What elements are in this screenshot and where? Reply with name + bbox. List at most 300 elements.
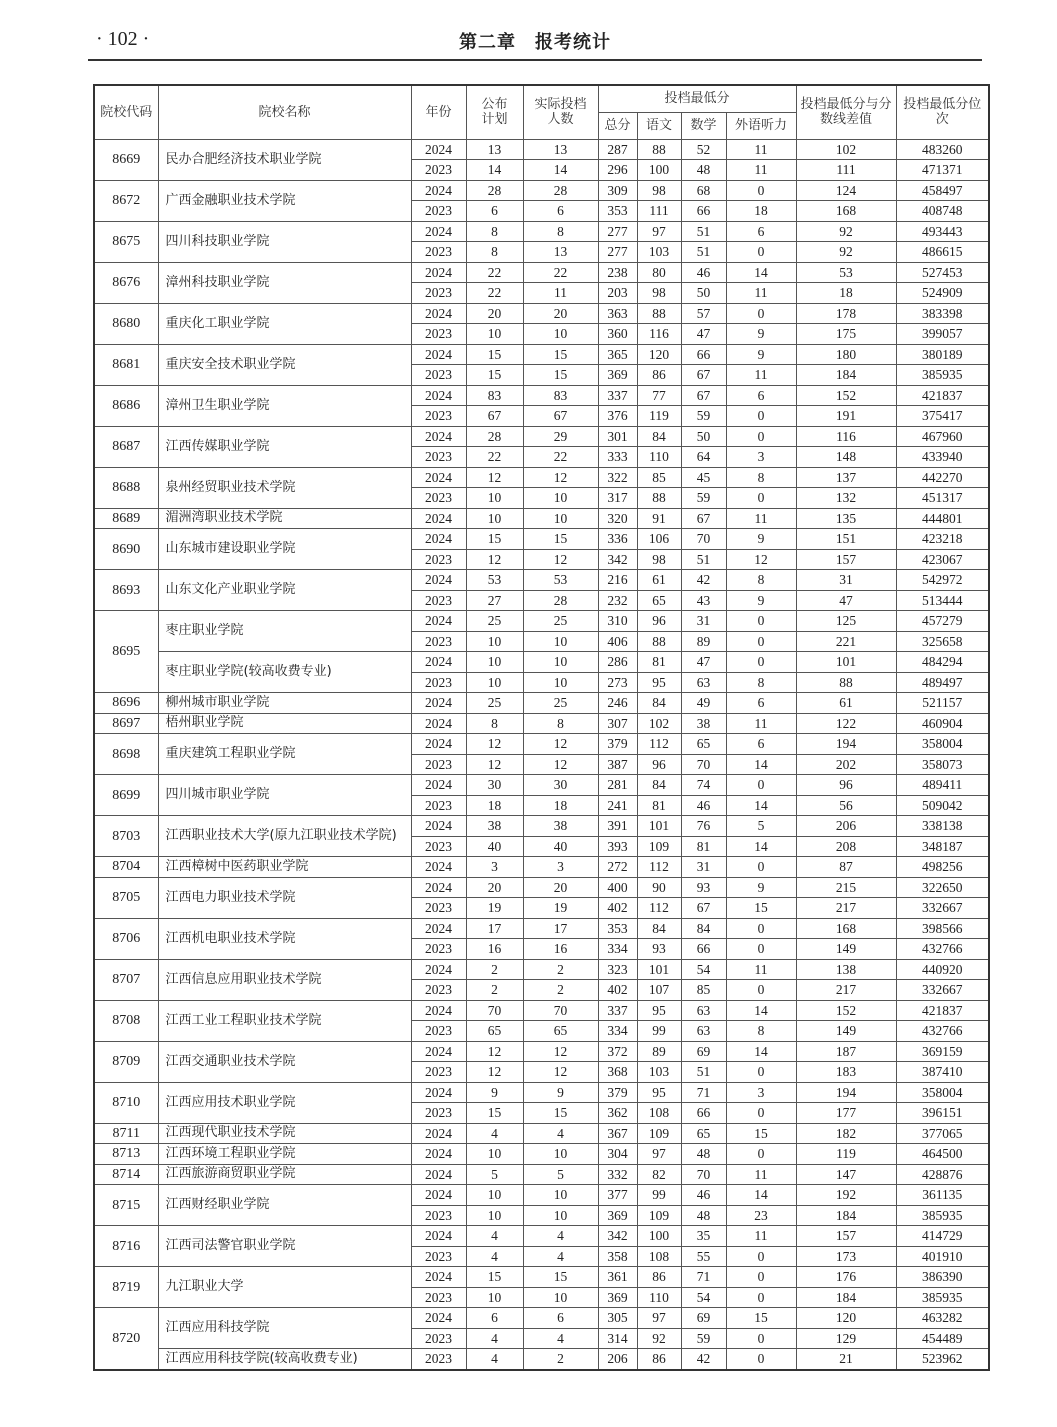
cell-year: 2024 — [411, 1000, 466, 1021]
cell-actual: 2 — [523, 980, 598, 1001]
cell-listening: 11 — [726, 713, 796, 734]
cell-rank: 442270 — [896, 467, 989, 488]
cell-year: 2024 — [411, 303, 466, 324]
cell-math: 70 — [681, 1164, 726, 1185]
cell-rank: 322650 — [896, 877, 989, 898]
cell-chinese: 91 — [637, 508, 681, 529]
cell-math: 66 — [681, 201, 726, 222]
cell-diff: 53 — [796, 262, 896, 283]
table-row — [94, 1226, 989, 1247]
cell-diff: 215 — [796, 877, 896, 898]
cell-year: 2024 — [411, 1144, 466, 1165]
cell-math: 66 — [681, 344, 726, 365]
cell-math: 71 — [681, 1082, 726, 1103]
cell-math: 49 — [681, 693, 726, 714]
cell-diff: 61 — [796, 693, 896, 714]
cell-listening: 14 — [726, 795, 796, 816]
cell-plan: 8 — [466, 221, 523, 242]
cell-plan: 12 — [466, 549, 523, 570]
cell-year: 2024 — [411, 775, 466, 796]
cell-total: 333 — [598, 447, 637, 468]
school-code: 8699 — [94, 775, 158, 816]
cell-plan: 15 — [466, 1103, 523, 1124]
cell-diff: 148 — [796, 447, 896, 468]
cell-plan: 25 — [466, 693, 523, 714]
cell-actual: 17 — [523, 918, 598, 939]
cell-plan: 13 — [466, 139, 523, 160]
school-name: 江西职业技术大学(原九江职业技术学院) — [158, 816, 411, 857]
school-code: 8707 — [94, 959, 158, 1000]
cell-diff: 180 — [796, 344, 896, 365]
cell-math: 67 — [681, 898, 726, 919]
cell-actual: 12 — [523, 467, 598, 488]
cell-plan: 10 — [466, 508, 523, 529]
cell-plan: 10 — [466, 1205, 523, 1226]
table-row — [94, 857, 989, 878]
cell-diff: 182 — [796, 1123, 896, 1144]
cell-actual: 10 — [523, 652, 598, 673]
cell-listening: 14 — [726, 754, 796, 775]
cell-year: 2024 — [411, 1226, 466, 1247]
cell-listening: 0 — [726, 1267, 796, 1288]
cell-rank: 458497 — [896, 180, 989, 201]
cell-listening: 0 — [726, 611, 796, 632]
cell-total: 307 — [598, 713, 637, 734]
cell-math: 81 — [681, 836, 726, 857]
cell-listening: 0 — [726, 775, 796, 796]
cell-math: 47 — [681, 652, 726, 673]
cell-listening: 0 — [726, 1246, 796, 1267]
cell-rank: 385935 — [896, 1287, 989, 1308]
school-name: 重庆建筑工程职业学院 — [158, 734, 411, 775]
cell-diff: 194 — [796, 1082, 896, 1103]
cell-total: 406 — [598, 631, 637, 652]
cell-math: 46 — [681, 262, 726, 283]
cell-listening: 6 — [726, 385, 796, 406]
cell-total: 216 — [598, 570, 637, 591]
cell-listening: 12 — [726, 549, 796, 570]
cell-actual: 10 — [523, 508, 598, 529]
cell-plan: 65 — [466, 1021, 523, 1042]
cell-total: 369 — [598, 365, 637, 386]
cell-plan: 4 — [466, 1328, 523, 1349]
cell-rank: 358004 — [896, 734, 989, 755]
cell-chinese: 61 — [637, 570, 681, 591]
table-row — [94, 1185, 989, 1206]
cell-plan: 4 — [466, 1123, 523, 1144]
cell-actual: 8 — [523, 713, 598, 734]
cell-year: 2023 — [411, 672, 466, 693]
cell-rank: 401910 — [896, 1246, 989, 1267]
cell-plan: 4 — [466, 1246, 523, 1267]
cell-chinese: 109 — [637, 1205, 681, 1226]
cell-rank: 432766 — [896, 939, 989, 960]
cell-listening: 8 — [726, 1021, 796, 1042]
table-row — [94, 1000, 989, 1021]
cell-plan: 3 — [466, 857, 523, 878]
school-code: 8709 — [94, 1041, 158, 1082]
cell-chinese: 96 — [637, 754, 681, 775]
cell-actual: 10 — [523, 488, 598, 509]
cell-math: 38 — [681, 713, 726, 734]
cell-diff: 96 — [796, 775, 896, 796]
school-name: 九江职业大学 — [158, 1267, 411, 1308]
cell-chinese: 112 — [637, 898, 681, 919]
school-name: 重庆化工职业学院 — [158, 303, 411, 344]
table-row — [94, 816, 989, 837]
cell-rank: 428876 — [896, 1164, 989, 1185]
cell-total: 400 — [598, 877, 637, 898]
cell-listening: 0 — [726, 1103, 796, 1124]
cell-year: 2024 — [411, 816, 466, 837]
cell-rank: 386390 — [896, 1267, 989, 1288]
cell-actual: 12 — [523, 549, 598, 570]
cell-chinese: 107 — [637, 980, 681, 1001]
cell-listening: 8 — [726, 672, 796, 693]
cell-year: 2024 — [411, 1164, 466, 1185]
cell-year: 2023 — [411, 1287, 466, 1308]
cell-listening: 8 — [726, 570, 796, 591]
cell-math: 74 — [681, 775, 726, 796]
cell-rank: 451317 — [896, 488, 989, 509]
cell-chinese: 77 — [637, 385, 681, 406]
cell-actual: 16 — [523, 939, 598, 960]
cell-math: 51 — [681, 242, 726, 263]
cell-chinese: 103 — [637, 1062, 681, 1083]
cell-actual: 25 — [523, 611, 598, 632]
cell-actual: 10 — [523, 1144, 598, 1165]
cell-listening: 18 — [726, 201, 796, 222]
cell-total: 281 — [598, 775, 637, 796]
cell-chinese: 120 — [637, 344, 681, 365]
cell-rank: 542972 — [896, 570, 989, 591]
cell-chinese: 97 — [637, 1144, 681, 1165]
cell-year: 2024 — [411, 344, 466, 365]
school-code: 8686 — [94, 385, 158, 426]
cell-total: 203 — [598, 283, 637, 304]
cell-rank: 454489 — [896, 1328, 989, 1349]
school-code: 8715 — [94, 1185, 158, 1226]
cell-year: 2024 — [411, 734, 466, 755]
school-code: 8714 — [94, 1164, 158, 1185]
cell-year: 2023 — [411, 406, 466, 427]
cell-chinese: 98 — [637, 283, 681, 304]
cell-math: 31 — [681, 611, 726, 632]
cell-chinese: 116 — [637, 324, 681, 345]
cell-math: 84 — [681, 918, 726, 939]
cell-total: 391 — [598, 816, 637, 837]
cell-actual: 15 — [523, 529, 598, 550]
cell-actual: 4 — [523, 1246, 598, 1267]
cell-math: 65 — [681, 734, 726, 755]
cell-math: 70 — [681, 754, 726, 775]
table-row — [94, 1041, 989, 1062]
cell-actual: 3 — [523, 857, 598, 878]
cell-year: 2023 — [411, 160, 466, 181]
cell-diff: 152 — [796, 1000, 896, 1021]
cell-rank: 460904 — [896, 713, 989, 734]
cell-year: 2024 — [411, 1082, 466, 1103]
cell-actual: 28 — [523, 180, 598, 201]
cell-year: 2023 — [411, 1062, 466, 1083]
cell-actual: 70 — [523, 1000, 598, 1021]
cell-math: 57 — [681, 303, 726, 324]
cell-actual: 83 — [523, 385, 598, 406]
chapter-title: 第二章 报考统计 — [459, 32, 611, 53]
cell-total: 336 — [598, 529, 637, 550]
cell-year: 2024 — [411, 529, 466, 550]
cell-rank: 375417 — [896, 406, 989, 427]
cell-total: 402 — [598, 980, 637, 1001]
cell-chinese: 85 — [637, 467, 681, 488]
cell-diff: 202 — [796, 754, 896, 775]
cell-listening: 11 — [726, 959, 796, 980]
cell-diff: 173 — [796, 1246, 896, 1267]
table-row — [94, 918, 989, 939]
cell-year: 2023 — [411, 980, 466, 1001]
cell-actual: 12 — [523, 1041, 598, 1062]
cell-diff: 206 — [796, 816, 896, 837]
cell-chinese: 86 — [637, 365, 681, 386]
cell-listening: 23 — [726, 1205, 796, 1226]
cell-total: 334 — [598, 1021, 637, 1042]
cell-year: 2024 — [411, 262, 466, 283]
cell-total: 334 — [598, 939, 637, 960]
cell-plan: 83 — [466, 385, 523, 406]
cell-math: 31 — [681, 857, 726, 878]
cell-listening: 11 — [726, 139, 796, 160]
header-year: 年份 — [411, 85, 466, 139]
cell-year: 2023 — [411, 365, 466, 386]
cell-chinese: 86 — [637, 1349, 681, 1370]
cell-year: 2023 — [411, 898, 466, 919]
cell-total: 342 — [598, 1226, 637, 1247]
header-plan: 公布计划 — [466, 85, 523, 139]
cell-actual: 29 — [523, 426, 598, 447]
cell-diff: 138 — [796, 959, 896, 980]
school-name: 江西财经职业学院 — [158, 1185, 411, 1226]
cell-math: 42 — [681, 1349, 726, 1370]
cell-diff: 168 — [796, 918, 896, 939]
school-code: 8696 — [94, 693, 158, 714]
school-name: 江西司法警官职业学院 — [158, 1226, 411, 1267]
cell-math: 54 — [681, 1287, 726, 1308]
cell-rank: 348187 — [896, 836, 989, 857]
cell-diff: 217 — [796, 980, 896, 1001]
cell-plan: 67 — [466, 406, 523, 427]
cell-actual: 12 — [523, 754, 598, 775]
cell-listening: 8 — [726, 467, 796, 488]
cell-rank: 358073 — [896, 754, 989, 775]
cell-listening: 11 — [726, 508, 796, 529]
cell-diff: 102 — [796, 139, 896, 160]
cell-listening: 14 — [726, 1185, 796, 1206]
cell-total: 367 — [598, 1123, 637, 1144]
cell-listening: 6 — [726, 734, 796, 755]
cell-actual: 2 — [523, 1349, 598, 1370]
cell-listening: 15 — [726, 1123, 796, 1144]
cell-actual: 15 — [523, 1267, 598, 1288]
school-name: 广西金融职业技术学院 — [158, 180, 411, 221]
school-name: 重庆安全技术职业学院 — [158, 344, 411, 385]
school-code: 8669 — [94, 139, 158, 180]
cell-listening: 0 — [726, 303, 796, 324]
cell-actual: 14 — [523, 160, 598, 181]
school-name: 江西环境工程职业学院 — [158, 1144, 411, 1165]
cell-rank: 493443 — [896, 221, 989, 242]
cell-chinese: 92 — [637, 1328, 681, 1349]
cell-math: 54 — [681, 959, 726, 980]
cell-total: 277 — [598, 221, 637, 242]
cell-total: 363 — [598, 303, 637, 324]
cell-math: 63 — [681, 672, 726, 693]
cell-plan: 15 — [466, 365, 523, 386]
cell-listening: 6 — [726, 693, 796, 714]
cell-chinese: 103 — [637, 242, 681, 263]
school-name: 江西电力职业技术学院 — [158, 877, 411, 918]
cell-actual: 12 — [523, 1062, 598, 1083]
cell-diff: 122 — [796, 713, 896, 734]
cell-listening: 0 — [726, 918, 796, 939]
cell-diff: 149 — [796, 939, 896, 960]
table-row — [94, 713, 989, 734]
table-row — [94, 467, 989, 488]
cell-math: 66 — [681, 939, 726, 960]
cell-math: 71 — [681, 1267, 726, 1288]
cell-total: 296 — [598, 160, 637, 181]
cell-actual: 15 — [523, 1103, 598, 1124]
cell-year: 2023 — [411, 324, 466, 345]
cell-rank: 521157 — [896, 693, 989, 714]
cell-year: 2023 — [411, 1328, 466, 1349]
cell-actual: 18 — [523, 795, 598, 816]
cell-listening: 6 — [726, 221, 796, 242]
cell-rank: 444801 — [896, 508, 989, 529]
cell-chinese: 112 — [637, 857, 681, 878]
cell-math: 43 — [681, 590, 726, 611]
school-code: 8720 — [94, 1308, 158, 1370]
cell-plan: 28 — [466, 180, 523, 201]
cell-rank: 398566 — [896, 918, 989, 939]
cell-plan: 15 — [466, 1267, 523, 1288]
cell-plan: 27 — [466, 590, 523, 611]
cell-total: 309 — [598, 180, 637, 201]
school-code: 8681 — [94, 344, 158, 385]
cell-diff: 119 — [796, 1144, 896, 1165]
school-name: 山东城市建设职业学院 — [158, 529, 411, 570]
cell-diff: 152 — [796, 385, 896, 406]
cell-chinese: 82 — [637, 1164, 681, 1185]
school-name: 江西应用科技学院(较高收费专业) — [158, 1349, 411, 1370]
cell-year: 2023 — [411, 590, 466, 611]
cell-plan: 20 — [466, 303, 523, 324]
cell-math: 47 — [681, 324, 726, 345]
cell-actual: 10 — [523, 1205, 598, 1226]
cell-math: 48 — [681, 1205, 726, 1226]
cell-plan: 15 — [466, 529, 523, 550]
cell-chinese: 98 — [637, 180, 681, 201]
cell-year: 2024 — [411, 1123, 466, 1144]
cell-actual: 12 — [523, 734, 598, 755]
school-code: 8688 — [94, 467, 158, 508]
cell-diff: 191 — [796, 406, 896, 427]
cell-math: 68 — [681, 180, 726, 201]
school-code: 8713 — [94, 1144, 158, 1165]
cell-math: 63 — [681, 1021, 726, 1042]
cell-total: 361 — [598, 1267, 637, 1288]
cell-math: 59 — [681, 406, 726, 427]
cell-actual: 20 — [523, 877, 598, 898]
school-name: 漳州科技职业学院 — [158, 262, 411, 303]
cell-math: 66 — [681, 1103, 726, 1124]
cell-listening: 11 — [726, 365, 796, 386]
school-name: 柳州城市职业学院 — [158, 693, 411, 714]
cell-chinese: 95 — [637, 672, 681, 693]
cell-listening: 0 — [726, 1349, 796, 1370]
cell-rank: 338138 — [896, 816, 989, 837]
cell-year: 2023 — [411, 447, 466, 468]
table-row — [94, 385, 989, 406]
school-name: 泉州经贸职业技术学院 — [158, 467, 411, 508]
cell-diff: 184 — [796, 1287, 896, 1308]
cell-rank: 486615 — [896, 242, 989, 263]
cell-plan: 10 — [466, 672, 523, 693]
cell-rank: 440920 — [896, 959, 989, 980]
cell-actual: 5 — [523, 1164, 598, 1185]
cell-chinese: 84 — [637, 693, 681, 714]
cell-total: 402 — [598, 898, 637, 919]
cell-listening: 15 — [726, 1308, 796, 1329]
cell-plan: 17 — [466, 918, 523, 939]
cell-total: 377 — [598, 1185, 637, 1206]
cell-total: 305 — [598, 1308, 637, 1329]
header-chinese: 语文 — [637, 112, 681, 139]
cell-total: 277 — [598, 242, 637, 263]
cell-plan: 16 — [466, 939, 523, 960]
school-name: 江西工业工程职业技术学院 — [158, 1000, 411, 1041]
cell-diff: 151 — [796, 529, 896, 550]
table-row — [94, 508, 989, 529]
cell-total: 322 — [598, 467, 637, 488]
cell-math: 50 — [681, 283, 726, 304]
cell-listening: 3 — [726, 1082, 796, 1103]
table-row — [94, 652, 989, 673]
cell-math: 64 — [681, 447, 726, 468]
cell-diff: 101 — [796, 652, 896, 673]
school-code: 8690 — [94, 529, 158, 570]
cell-diff: 132 — [796, 488, 896, 509]
cell-chinese: 65 — [637, 590, 681, 611]
cell-rank: 484294 — [896, 652, 989, 673]
cell-rank: 358004 — [896, 1082, 989, 1103]
cell-listening: 0 — [726, 857, 796, 878]
cell-year: 2024 — [411, 918, 466, 939]
cell-diff: 120 — [796, 1308, 896, 1329]
cell-plan: 22 — [466, 262, 523, 283]
cell-actual: 11 — [523, 283, 598, 304]
cell-actual: 38 — [523, 816, 598, 837]
cell-actual: 20 — [523, 303, 598, 324]
table-row — [94, 1144, 989, 1165]
cell-listening: 0 — [726, 980, 796, 1001]
cell-total: 353 — [598, 918, 637, 939]
cell-math: 45 — [681, 467, 726, 488]
cell-diff: 116 — [796, 426, 896, 447]
table-row — [94, 1123, 989, 1144]
cell-rank: 489411 — [896, 775, 989, 796]
cell-year: 2024 — [411, 570, 466, 591]
cell-diff: 129 — [796, 1328, 896, 1349]
